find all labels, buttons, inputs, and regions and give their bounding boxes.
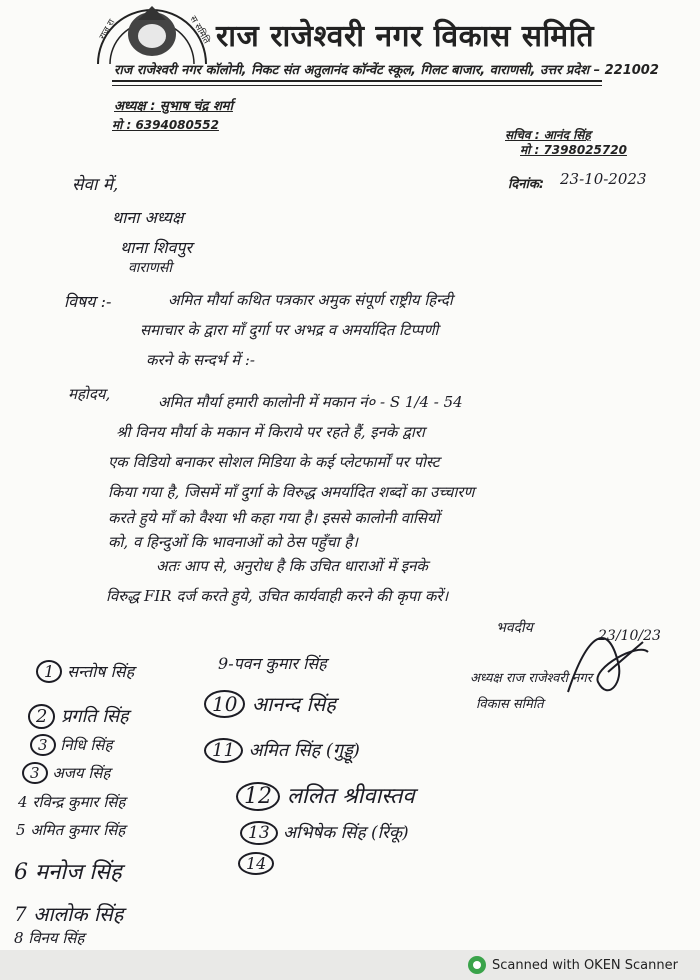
svg-text:राज रा: राज रा xyxy=(97,17,118,42)
scanner-watermark-text: Scanned with OKEN Scanner xyxy=(492,957,678,973)
closing: भवदीय xyxy=(496,620,533,636)
signatory-entry: 10 आनन्द सिंह xyxy=(204,690,336,718)
body-line: किया गया है, जिसमें माँ दुर्गा के विरुद्ध अमर्यादित शब्दों का उच्चारण xyxy=(108,483,475,501)
body-line: विरुद्ध FIR दर्ज करते हुये, उचित कार्यवाही करने की कृपा करें। xyxy=(106,587,449,605)
organization-address: राज राजेश्वरी नगर कॉलोनी, निकट संत अतुलानंद कॉन्वेंट स्कूल, गिलट बाजार, वाराणसी, उत्तर प्रदेश – 221002 xyxy=(114,63,659,78)
body-line: एक विडियो बनाकर सोशल मिडिया के कई प्लेटफार्मों पर पोस्ट xyxy=(108,453,440,471)
signatory-title-line-2: विकास समिति xyxy=(476,697,544,712)
body-line: अतः आप से, अनुरोध है कि उचित धाराओं में इनके xyxy=(156,557,428,575)
body-line: करते हुये माँ को वैश्या भी कहा गया है। इससे कालोनी वासियों xyxy=(108,509,440,527)
president-name: अध्यक्ष : सुभाष चंद्र शर्मा xyxy=(114,99,233,114)
president-phone: मो : 6394080552 xyxy=(112,118,219,132)
scanner-watermark xyxy=(468,956,678,974)
signatory-entry: 5 अमित कुमार सिंह xyxy=(16,821,126,839)
secretary-phone: मो : 7398025720 xyxy=(520,143,627,157)
subject-line-1: अमित मौर्या कथित पत्रकार अमुक संपूर्ण राष्ट्रीय हिन्दी xyxy=(168,291,453,309)
signatory-entry: 7 आलोक सिंह xyxy=(14,902,124,926)
signatory-entry: 9-पवन कुमार सिंह xyxy=(218,654,327,673)
subject-line-3: करने के सन्दर्भ में :- xyxy=(146,351,255,369)
oken-scanner-icon xyxy=(468,956,486,974)
subject-label: विषय :- xyxy=(64,292,112,311)
society-seal-logo xyxy=(92,0,212,64)
body-line: को, व हिन्दुओं कि भावनाओं को ठेस पहुँचा है। xyxy=(108,533,358,551)
header-divider xyxy=(112,80,602,82)
salutation: महोदय, xyxy=(68,385,111,403)
signatory-entry: 1 सन्तोष सिंह xyxy=(36,660,134,683)
signatory-entry: 4 रविन्द्र कुमार सिंह xyxy=(18,793,126,811)
to-line: सेवा में, xyxy=(72,175,119,195)
header-divider-thin xyxy=(112,85,602,86)
signatory-entry: 3 निधि सिंह xyxy=(30,734,112,756)
addressee-line-3: वाराणसी xyxy=(128,260,172,276)
body-line: श्री विनय मौर्या के मकान में किराये पर रहते हैं, इनके द्वारा xyxy=(116,423,425,441)
signatory-entry: 3 अजय सिंह xyxy=(22,762,110,784)
organization-name: राज राजेश्वरी नगर विकास समिति xyxy=(216,19,595,54)
signatory-title-line-1: अध्यक्ष राज राजेश्वरी नगर xyxy=(470,671,593,686)
signature-date: 23/10/23 xyxy=(598,628,661,644)
signatory-entry: 13 अभिषेक सिंह (रिंकू) xyxy=(240,820,409,845)
signatory-entry: 12 ललित श्रीवास्तव xyxy=(236,780,415,811)
svg-text:स समिति: स समिति xyxy=(187,14,212,46)
date-value: 23-10-2023 xyxy=(560,170,647,188)
body-line: अमित मौर्या हमारी कालोनी में मकान नं० - S 1/4 - 54 xyxy=(158,393,463,411)
addressee-line-2: थाना शिवपुर xyxy=(120,238,193,257)
date-label: दिनांक: xyxy=(508,177,545,192)
secretary-name: सचिव : आनंद सिंह xyxy=(505,128,591,142)
signatory-entry: 2 प्रगति सिंह xyxy=(28,704,129,729)
signatory-entry: 8 विनय सिंह xyxy=(14,929,85,947)
addressee-line-1: थाना अध्यक्ष xyxy=(112,208,184,227)
signatory-entry: 14 xyxy=(238,852,274,875)
signatory-entry: 6 मनोज सिंह xyxy=(14,860,122,885)
signatory-entry: 11 अमित सिंह (गुड्डू) xyxy=(204,738,360,763)
subject-line-2: समाचार के द्वारा माँ दुर्गा पर अभद्र व अमर्यादित टिप्पणी xyxy=(140,321,439,339)
